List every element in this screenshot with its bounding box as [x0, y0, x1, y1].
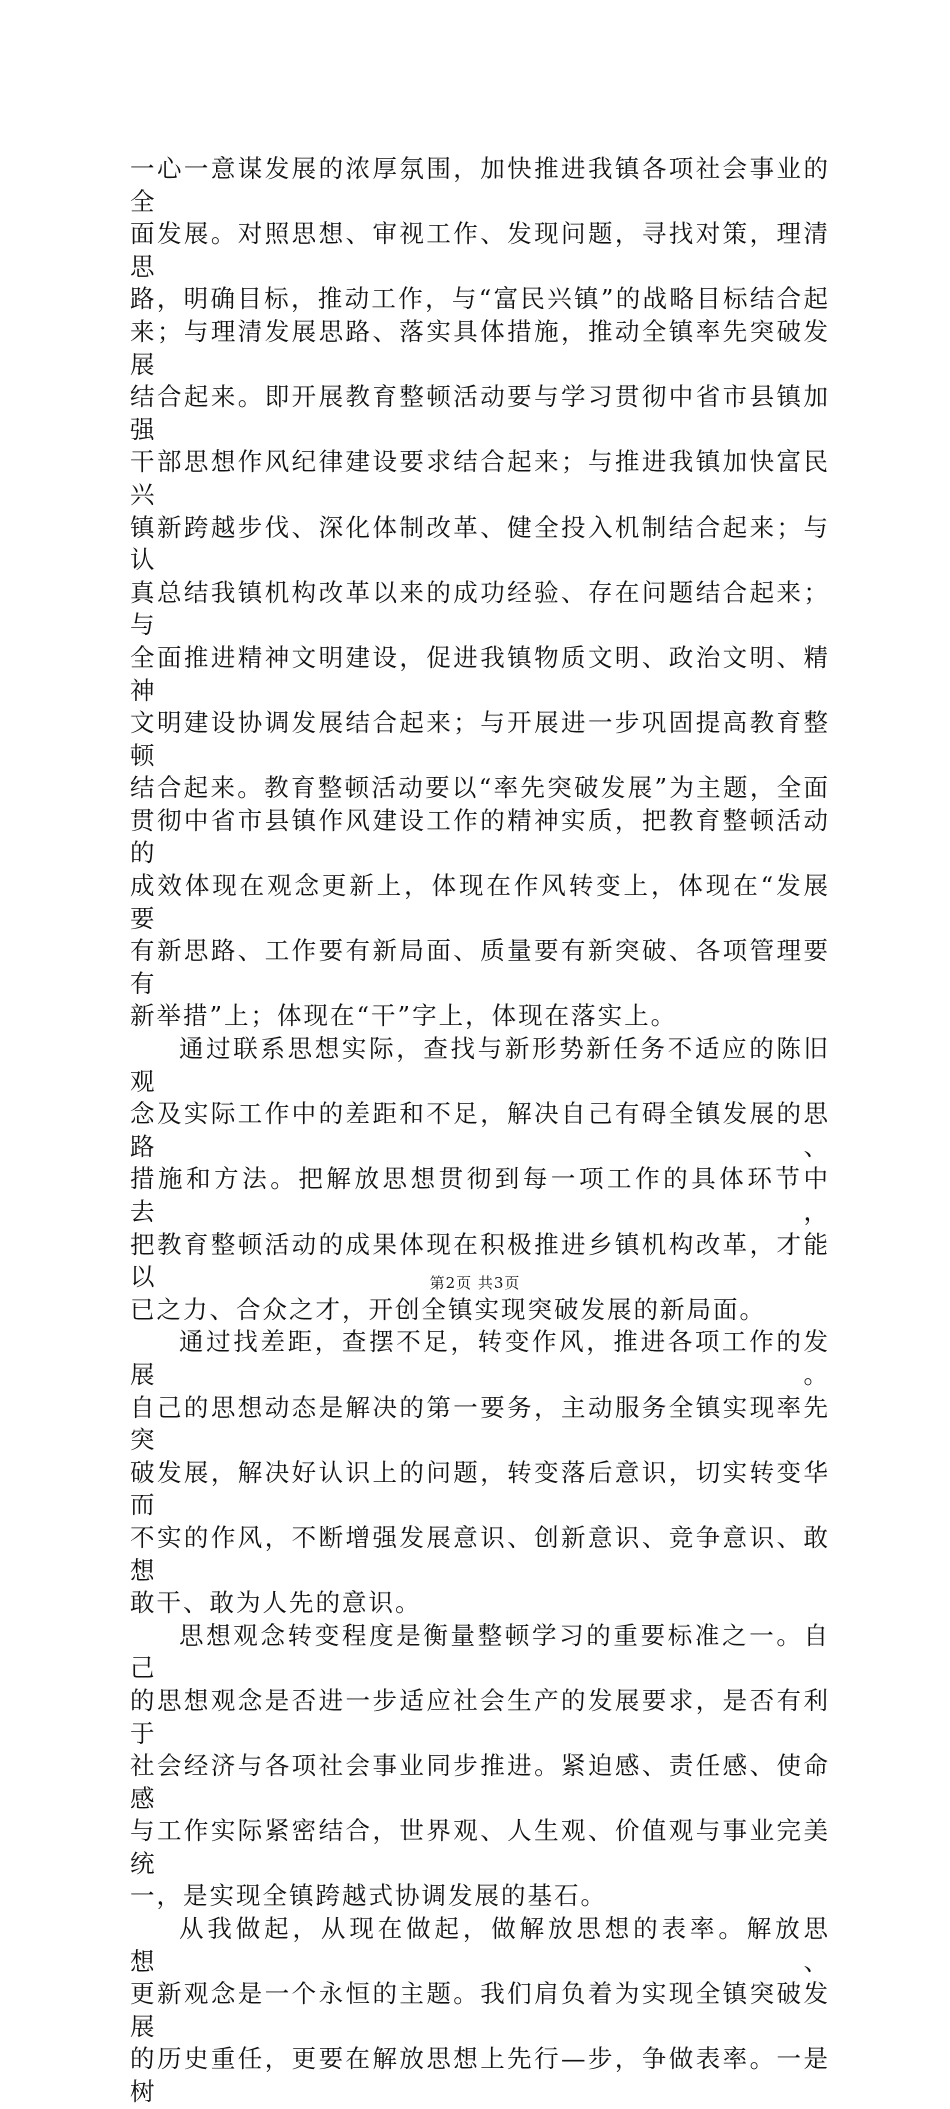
text-line: 不实的作风，不断增强发展意识、创新意识、竞争意识、敢想 [130, 1522, 830, 1585]
text-line: 念及实际工作中的差距和不足，解决自己有碍全镇发展的思路、 [130, 1099, 830, 1161]
text-line: 结合起来。即开展教育整顿活动要与学习贯彻中省市县镇加强 [130, 382, 830, 444]
paragraph [130, 1913, 830, 2109]
text-line: 路，明确目标，推动工作，与“富民兴镇”的战略目标结合起 [130, 284, 830, 314]
text-line: 干部思想作风纪律建设要求结合起来；与推进我镇加快富民兴 [130, 447, 830, 509]
text-line: 结合起来。教育整顿活动要以“率先突破发展”为主题，全面 [130, 773, 830, 803]
text-line: 措施和方法。把解放思想贯彻到每一项工作的具体环节中去， [130, 1164, 830, 1226]
text-line: 把教育整顿活动的成果体现在积极推进乡镇机构改革，才能以 [130, 1229, 830, 1292]
text-line: 成效体现在观念更新上，体现在作风转变上，体现在“发展要 [130, 871, 830, 933]
text-line: 面发展。对照思想、审视工作、发现问题，寻找对策，理清思 [130, 219, 830, 281]
text-line: 思想观念转变程度是衡量整顿学习的重要标准之一。自己 [130, 1620, 830, 1683]
text-line: 社会经济与各项社会事业同步推进。紧迫感、责任感、使命感 [130, 1751, 830, 1813]
text-line: 自己的思想动态是解决的第一要务，主动服务全镇实现率先突 [130, 1392, 830, 1455]
text-line: 与工作实际紧密结合，世界观、人生观、价值观与事业完美统 [130, 1816, 830, 1878]
text-line: 敢干、敢为人先的意识。 [130, 1588, 422, 1618]
text-line: 更新观念是一个永恒的主题。我们肩负着为实现全镇突破发展 [130, 1979, 830, 2041]
body-text [130, 153, 830, 2109]
paragraph [130, 1326, 830, 1619]
text-line: 全面推进精神文明建设，促进我镇物质文明、政治文明、精神 [130, 642, 830, 705]
paragraph [130, 153, 830, 1033]
text-line: 贯彻中省市县镇作风建设工作的精神实质，把教育整顿活动的 [130, 805, 830, 868]
text-line: 已之力、合众之才，开创全镇实现突破发展的新局面。 [130, 1294, 766, 1324]
text-line: 从我做起，从现在做起，做解放思想的表率。解放思想、 [130, 1914, 830, 1976]
text-line: 一，是实现全镇跨越式协调发展的基石。 [130, 1881, 607, 1911]
text-line: 的思想观念是否进一步适应社会生产的发展要求，是否有利于 [130, 1685, 830, 1748]
text-line: 一心一意谋发展的浓厚氛围，加快推进我镇各项社会事业的全 [130, 154, 830, 216]
text-line: 真总结我镇机构改革以来的成功经验、存在问题结合起来；与 [130, 577, 830, 640]
text-line: 镇新跨越步伐、深化体制改革、健全投入机制结合起来；与认 [130, 512, 830, 575]
text-line: 新举措”上；体现在“干”字上，体现在落实上。 [130, 1001, 678, 1031]
text-line: 破发展，解决好认识上的问题，转变落后意识，切实转变华而 [130, 1457, 830, 1520]
text-line: 文明建设协调发展结合起来；与开展进一步巩固提高教育整顿 [130, 708, 830, 770]
text-line: 通过找差距，查摆不足，转变作风，推进各项工作的发展。 [130, 1327, 830, 1389]
text-line: 通过联系思想实际，查找与新形势新任务不适应的陈旧观 [130, 1034, 830, 1096]
text-line: 的历史重任，更要在解放思想上先行—步，争做表率。一是树 [130, 2044, 830, 2107]
text-line: 有新思路、工作要有新局面、质量要有新突破、各项管理要有 [130, 936, 830, 998]
paragraph [130, 1620, 830, 1913]
page-footer: 第2页 共3页 [429, 1274, 521, 1292]
text-line: 来；与理清发展思路、落实具体措施，推动全镇率先突破发展 [130, 316, 830, 379]
